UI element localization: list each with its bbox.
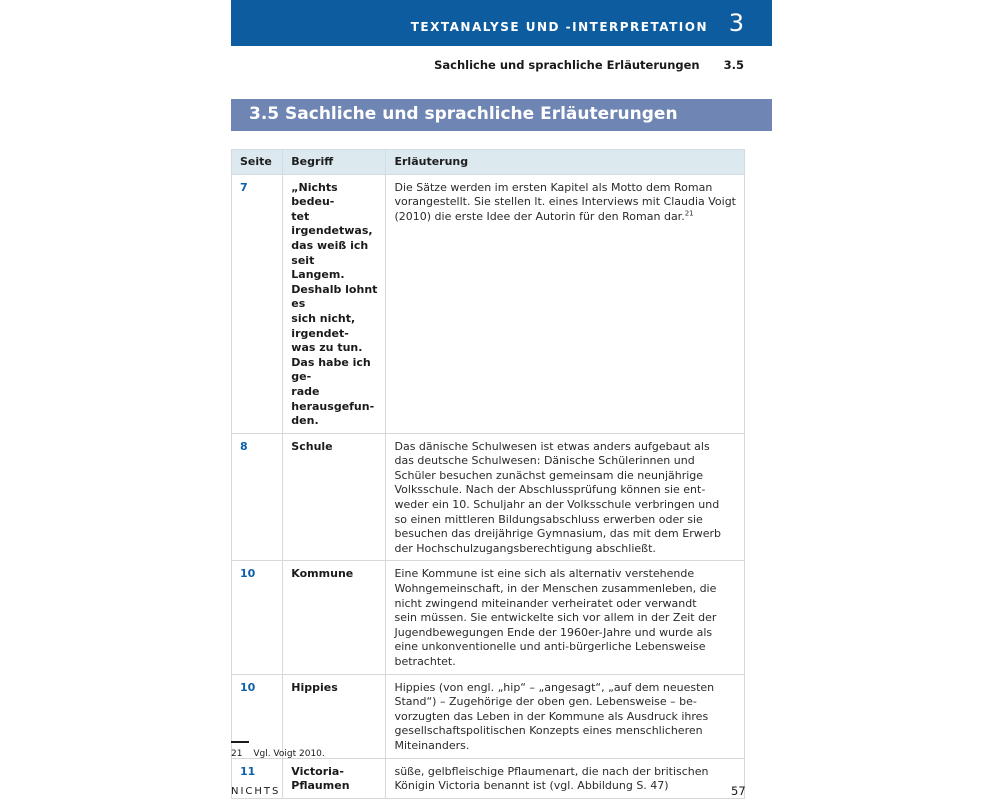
explanation-text: Stand“) – Zugehörige der oben gen. Lebensweise – be- xyxy=(394,695,697,709)
row-explanation xyxy=(386,758,745,798)
explanation-text: gesellschaftspolitischen Konzepts eines menschlicheren xyxy=(394,724,703,738)
column-header-term: Begriff xyxy=(283,150,386,175)
running-head xyxy=(434,58,744,72)
table-body xyxy=(232,174,745,798)
explanation-line xyxy=(394,181,736,196)
table-row xyxy=(232,561,745,674)
table-row xyxy=(232,758,745,798)
explanation-line xyxy=(394,195,736,210)
explanation-text: Hippies (von engl. „hip“ – „angesagt“, „auf dem neuesten xyxy=(394,680,715,694)
section-heading: 3.5 Sachliche und sprachliche Erläuterungen xyxy=(249,104,678,124)
explanation-text: süße, gelbfleischige Pflaumenart, die nach der britischen xyxy=(394,764,709,778)
explanation-line xyxy=(394,454,736,469)
explanation-text: besuchen das dreijährige Gymnasium, das mit dem Erwerb xyxy=(394,527,721,541)
footnote xyxy=(231,749,325,759)
explanation-line xyxy=(394,681,736,696)
explanation-text: (2010) die erste Idee der Autorin für den Roman dar. xyxy=(394,209,685,223)
footer-book-title: NICHTS xyxy=(231,786,281,797)
explanation-text: vorzugten das Leben in der Kommune als Ausdruck ihres xyxy=(394,709,709,723)
term-line: tet irgendetwas, xyxy=(291,209,373,238)
glossary-table xyxy=(231,149,745,799)
chapter-number: 3 xyxy=(728,9,744,37)
explanation-text: Königin Victoria benannt ist (vgl. Abbildung S. 47) xyxy=(394,779,669,793)
explanation-text: betrachtet. xyxy=(394,655,456,668)
explanation-text: Eine Kommune ist eine sich als alternativ verstehende xyxy=(394,567,695,581)
term-line: Kommune xyxy=(291,567,354,581)
chapter-header-bar xyxy=(231,0,772,46)
term-line: Schule xyxy=(291,439,333,453)
table-row xyxy=(232,174,745,433)
row-page-number: 10 xyxy=(232,674,283,758)
row-explanation xyxy=(386,674,745,758)
term-line: den. xyxy=(291,414,319,428)
explanation-line xyxy=(394,695,736,710)
explanation-text: Schüler besuchen zunächst gemeinsam die neunjährige xyxy=(394,468,704,482)
running-title: Sachliche und sprachliche Erläuterungen xyxy=(434,58,700,72)
footnote-text: Vgl. Voigt 2010. xyxy=(253,749,325,759)
explanation-line xyxy=(394,210,736,225)
explanation-text: das deutsche Schulwesen: Dänische Schülerinnen und xyxy=(394,454,695,468)
table-row xyxy=(232,674,745,758)
explanation-line xyxy=(394,513,736,528)
term-line: „Nichts bedeu- xyxy=(291,180,338,209)
term-line: Hippies xyxy=(291,680,338,694)
explanation-line xyxy=(394,567,736,582)
explanation-text: Volksschule. Nach der Abschlussprüfung können sie ent- xyxy=(394,483,706,497)
explanation-line xyxy=(394,655,736,670)
explanation-text: sein müssen. Sie entwickelte sich vor allem in der Zeit der xyxy=(394,611,717,625)
explanation-line xyxy=(394,640,736,655)
term-line: sich nicht, irgendet- xyxy=(291,311,356,340)
row-explanation xyxy=(386,561,745,674)
explanation-line xyxy=(394,440,736,455)
explanation-line xyxy=(394,498,736,513)
explanation-text: nicht zwingend miteinander verheiratet oder verwandt xyxy=(394,596,697,610)
explanation-text: Die Sätze werden im ersten Kapitel als Motto dem Roman xyxy=(394,180,713,194)
explanation-text: Wohngemeinschaft, in der Menschen zusammenleben, die xyxy=(394,582,717,596)
row-page-number: 10 xyxy=(232,561,283,674)
running-section-number: 3.5 xyxy=(723,58,744,72)
row-term xyxy=(283,433,386,561)
explanation-line xyxy=(394,483,736,498)
column-header-explanation: Erläuterung xyxy=(386,150,745,175)
row-page-number: 8 xyxy=(232,433,283,561)
explanation-line xyxy=(394,710,736,725)
column-header-page: Seite xyxy=(232,150,283,175)
explanation-text: vorangestellt. Sie stellen lt. eines Interviews mit Claudia Voigt xyxy=(394,195,736,209)
explanation-line xyxy=(394,597,736,612)
explanation-line xyxy=(394,739,736,754)
row-page-number: 11 xyxy=(232,758,283,798)
footnote-divider xyxy=(231,741,249,743)
explanation-text: eine unkonventionelle und anti-bürgerliche Lebensweise xyxy=(394,640,706,654)
explanation-line xyxy=(394,469,736,484)
footnote-number: 21 xyxy=(231,749,243,759)
explanation-line xyxy=(394,626,736,641)
explanation-line xyxy=(394,611,736,626)
chapter-title: TEXTANALYSE UND -INTERPRETATION xyxy=(410,20,708,34)
explanation-text: weder ein 10. Schuljahr an der Volksschule verbringen und xyxy=(394,498,720,512)
explanation-line xyxy=(394,765,736,780)
row-term xyxy=(283,758,386,798)
row-term xyxy=(283,561,386,674)
table-header-row xyxy=(232,150,745,175)
explanation-line xyxy=(394,779,736,794)
term-line: was zu tun. xyxy=(291,341,363,355)
explanation-text: Das dänische Schulwesen ist etwas anders aufgebaut als xyxy=(394,439,710,453)
term-line: rade herausgefun- xyxy=(291,384,375,413)
term-line: Langem. xyxy=(291,268,345,282)
term-line: Das habe ich ge- xyxy=(291,355,371,384)
explanation-line xyxy=(394,724,736,739)
explanation-text: so einen mittleren Bildungsabschluss erwerben oder sie xyxy=(394,512,703,526)
explanation-line xyxy=(394,542,736,557)
explanation-text: Jugendbewegungen Ende der 1960er-Jahre und wurde als xyxy=(394,625,713,639)
footnote-reference[interactable]: 21 xyxy=(684,209,694,218)
table-row xyxy=(232,433,745,561)
footer-page-number: 57 xyxy=(731,784,746,798)
explanation-text: Miteinanders. xyxy=(394,738,470,752)
term-line: Victoria-Pflaumen xyxy=(291,764,350,793)
row-explanation xyxy=(386,174,745,433)
section-heading-bar xyxy=(231,99,772,131)
explanation-text: der Hochschulzugangsberechtigung abschließt. xyxy=(394,541,656,555)
row-explanation xyxy=(386,433,745,561)
term-line: Deshalb lohnt es xyxy=(291,282,378,311)
row-term xyxy=(283,174,386,433)
term-line: das weiß ich seit xyxy=(291,238,369,267)
row-term xyxy=(283,674,386,758)
explanation-line xyxy=(394,582,736,597)
row-page-number: 7 xyxy=(232,174,283,433)
explanation-line xyxy=(394,527,736,542)
